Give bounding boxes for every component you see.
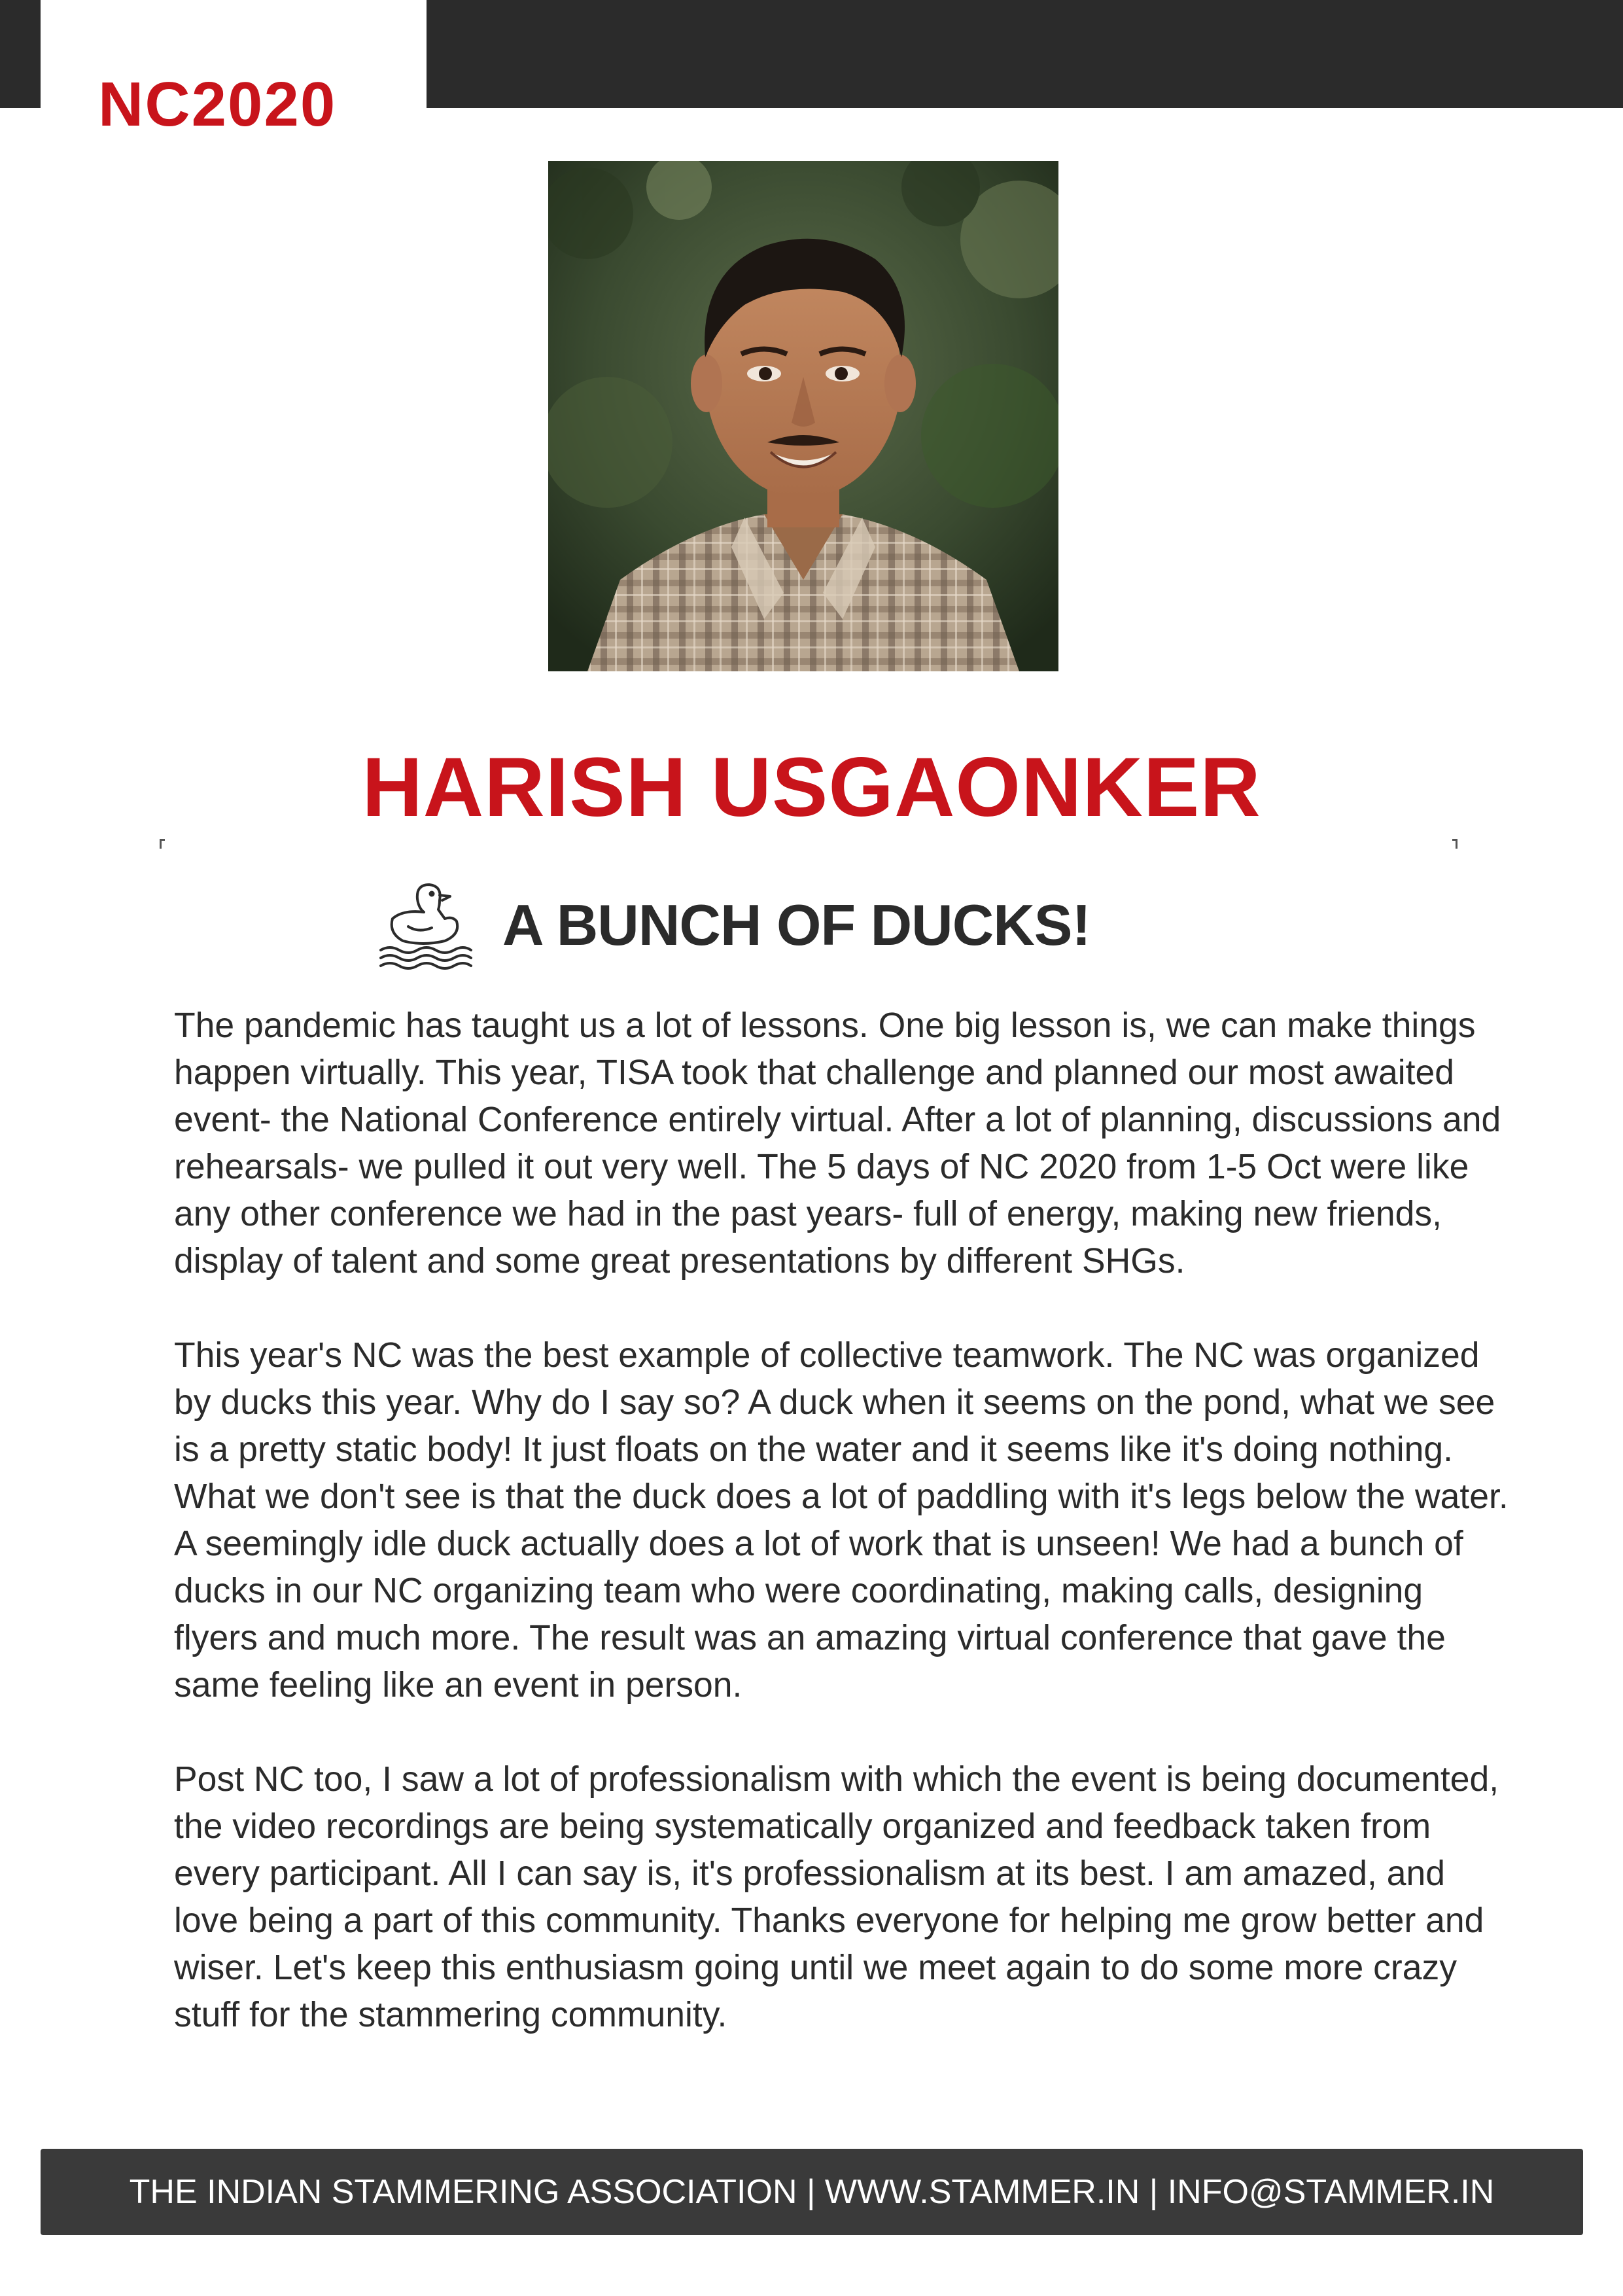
article-body bbox=[174, 1002, 1515, 2086]
top-bar-left bbox=[0, 0, 41, 108]
event-badge: NC2020 bbox=[98, 69, 337, 139]
article-paragraph: Post NC too, I saw a lot of professionalism with which the event is being documented, the video recordings are being systematically organized and feedback taken from every participant. All I can say is, it's professionalism at its best. I am amazed, and love being a part of this community. Thanks everyone for helping me grow better and wiser. Let's keep this enthusiasm going until we meet again to do some more crazy stuff for the stammering community. bbox=[174, 1760, 1499, 2034]
portrait-photo bbox=[548, 161, 1058, 671]
footer-contact: THE INDIAN STAMMERING ASSOCIATION | WWW.STAMMER.IN | INFO@STAMMER.IN bbox=[129, 2173, 1495, 2211]
article-heading-row bbox=[377, 881, 1293, 972]
footer-bar bbox=[41, 2149, 1583, 2235]
article-paragraph: This year's NC was the best example of collective teamwork. The NC was organized by ducks this year. Why do I say so? A duck when it seems on the pond, what we see is a pretty static body! It just floats on the water and it seems like it's doing nothing. What we don't see is that the duck does a lot of paddling with it's legs below the water. A seemingly idle duck actually does a lot of work that is unseen! We had a bunch of ducks in our NC organizing team who were coordinating, making calls, designing flyers and much more. The result was an amazing virtual conference that gave the same feeling like an event in person. bbox=[174, 1336, 1509, 1704]
divider-corner-right bbox=[1452, 839, 1457, 849]
duck-icon bbox=[377, 881, 474, 970]
top-bar-right bbox=[427, 0, 1623, 108]
article-title: A BUNCH OF DUCKS! bbox=[502, 892, 1091, 957]
person-name: HARISH USGAONKER bbox=[362, 741, 1261, 834]
divider-corner-left bbox=[160, 839, 165, 849]
article-paragraph: The pandemic has taught us a lot of lessons. One big lesson is, we can make things happen virtually. This year, TISA took that challenge and planned our most awaited event- the National Conference entirely virtual. After a lot of planning, discussions and rehearsals- we pulled it out very well. The 5 days of NC 2020 from 1-5 Oct were like any other conference we had in the past years- full of energy, making new friends, display of talent and some great presentations by different SHGs. bbox=[174, 1006, 1501, 1280]
